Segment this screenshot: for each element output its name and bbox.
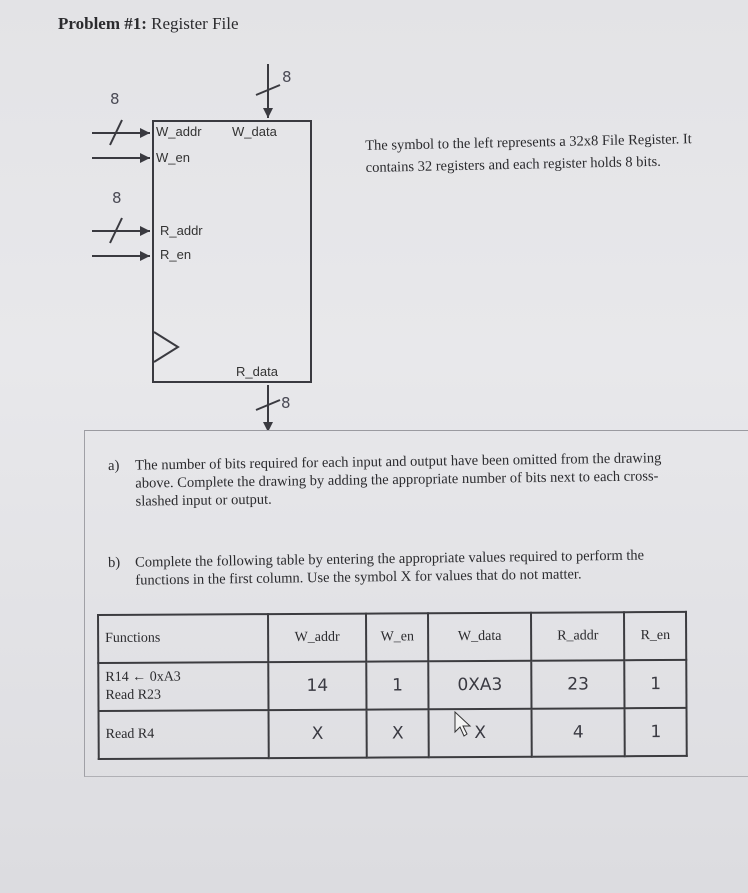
- header-r-en: R_en: [624, 612, 686, 660]
- port-w-addr: W_addr: [156, 124, 202, 139]
- table-row: [99, 708, 687, 759]
- row2-function-line1: Read R4: [105, 726, 155, 742]
- header-w-en: W_en: [366, 613, 428, 661]
- row2-r-en[interactable]: 1: [625, 708, 687, 756]
- register-file-diagram: [0, 0, 748, 430]
- question-a: [108, 449, 699, 511]
- row1-r-addr[interactable]: 23: [531, 660, 625, 708]
- port-r-en: R_en: [160, 247, 192, 262]
- row2-r-addr[interactable]: 4: [531, 708, 625, 756]
- row1-function-line1: R14 ← 0xA3: [105, 669, 181, 685]
- description-text: The symbol to the left represents a 32x8 File Register. It contains 32 registers and each register holds 8 bits.: [365, 131, 692, 176]
- w-data-width-label: 8: [282, 68, 292, 86]
- question-a-text: The number of bits required for each input and output have been omitted from the drawing above. Complete the drawing by adding the appropriate number of bits next to each cross-slashed input or output.: [135, 450, 662, 510]
- row2-function: [99, 710, 269, 759]
- problem-number: Problem #1:: [58, 14, 147, 33]
- row1-w-data[interactable]: 0XA3: [428, 661, 531, 710]
- question-b-label: b): [108, 554, 121, 571]
- table-header-row: [98, 612, 686, 663]
- port-r-addr: R_addr: [160, 223, 203, 238]
- row2-w-en[interactable]: X: [367, 709, 429, 757]
- function-table: [97, 611, 688, 760]
- header-w-data: W_data: [428, 613, 531, 662]
- row1-r-en[interactable]: 1: [625, 660, 687, 708]
- question-a-label: a): [108, 457, 120, 474]
- r-data-width-label: 8: [281, 394, 291, 412]
- header-w-addr: W_addr: [268, 614, 367, 663]
- table-row: [98, 660, 686, 711]
- w-addr-width-label: 8: [110, 90, 120, 108]
- port-w-en: W_en: [156, 150, 190, 165]
- port-w-data: W_data: [232, 124, 277, 139]
- row1-w-addr[interactable]: 14: [268, 662, 367, 711]
- row2-w-data[interactable]: X: [429, 709, 532, 758]
- row1-w-en[interactable]: 1: [366, 661, 428, 709]
- row1-function-line2: Read R23: [105, 687, 162, 703]
- port-r-data: R_data: [236, 364, 278, 379]
- r-addr-width-label: 8: [112, 189, 122, 207]
- row2-w-addr[interactable]: X: [268, 710, 367, 759]
- question-b-text: Complete the following table by entering the appropriate values required to perform the functions in the first column. Use the symbol X for values that do not matter.: [135, 547, 645, 589]
- header-functions: Functions: [98, 614, 268, 663]
- header-r-addr: R_addr: [531, 612, 625, 660]
- problem-name: Register File: [146, 14, 239, 33]
- row1-function: [98, 662, 268, 711]
